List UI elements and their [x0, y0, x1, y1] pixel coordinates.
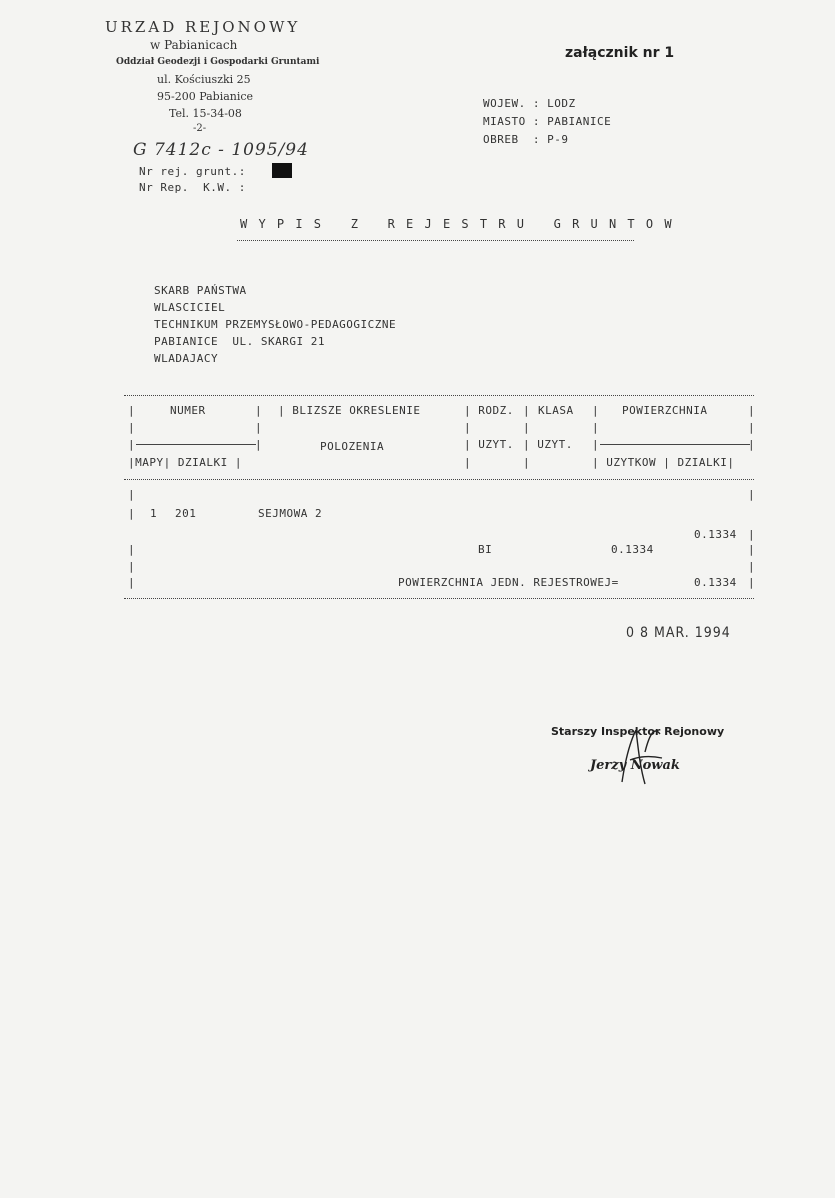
header-uzytkow-dzialki: | UZYTKOW | DZIALKI| [592, 456, 735, 469]
table-pipe: | [255, 438, 263, 451]
stamp-office-name: URZAD REJONOWY [105, 18, 301, 36]
table-pipe: | [255, 421, 263, 434]
redaction-box [272, 163, 292, 178]
header-uzyt-2: | UZYT. [523, 438, 573, 451]
table-pipe: | [748, 528, 756, 541]
header-rodz: | RODZ. [464, 404, 514, 417]
owner-line-2: WLASCICIEL [154, 301, 226, 314]
signatory-name: Jerzy Nowak [590, 758, 680, 773]
row-dzialka: 201 [175, 507, 197, 520]
powierzchnia-divider [600, 444, 750, 445]
table-pipe: | [748, 543, 756, 556]
table-pipe: | [464, 421, 472, 434]
header-polozenia: POLOZENIA [320, 440, 385, 453]
table-bottom-border [124, 598, 754, 599]
header-powierzchnia: POWIERZCHNIA [622, 404, 708, 417]
row-mapa: 1 [150, 507, 158, 520]
handwritten-reference: G 7412c - 1095/94 [133, 140, 309, 160]
total-label: POWIERZCHNIA JEDN. REJESTROWEJ= [398, 576, 619, 589]
table-pipe: | [592, 404, 600, 417]
table-header-border [124, 479, 754, 480]
table-pipe: | [464, 456, 472, 469]
stamp-number: -2- [193, 123, 207, 134]
table-pipe: | [592, 438, 600, 451]
table-pipe: | [592, 421, 600, 434]
stamp-postal: 95-200 Pabianice [157, 90, 254, 103]
date-stamp: 0 8 MAR. 1994 [626, 625, 731, 641]
owner-line-3: TECHNIKUM PRZEMYSŁOWO-PEDAGOGICZNE [154, 318, 397, 331]
row-klasa: BI [478, 543, 493, 556]
table-pipe: | [523, 421, 531, 434]
header-uzyt-1: | UZYT. [464, 438, 514, 451]
header-klasa: KLASA [538, 404, 574, 417]
miasto-line: MIASTO : PABIANICE [483, 115, 612, 128]
table-pipe: | [748, 421, 756, 434]
table-pipe: | [523, 404, 531, 417]
nr-rep-kw-label: Nr Rep. K.W. : [139, 181, 246, 194]
row-polozenie: SEJMOWA 2 [258, 507, 323, 520]
row-pow-dzialki: 0.1334 [694, 528, 737, 541]
signatory-title: Starszy Inspektor Rejonowy [551, 725, 725, 738]
stamp-city: w Pabianicach [150, 38, 238, 52]
stamp-street: ul. Kościuszki 25 [157, 73, 251, 86]
total-value: 0.1334 [694, 576, 737, 589]
table-pipe: | [748, 576, 756, 589]
stamp-phone: Tel. 15-34-08 [169, 107, 242, 120]
header-numer: NUMER [170, 404, 206, 417]
table-pipe: | [128, 507, 136, 520]
table-top-border [124, 395, 754, 396]
obreb-line: OBREB : P-9 [483, 133, 569, 146]
wojew-line: WOJEW. : LODZ [483, 97, 576, 110]
table-pipe: | [128, 404, 136, 417]
table-pipe: | [748, 438, 756, 451]
header-blizsze: | BLIZSZE OKRESLENIE [278, 404, 421, 417]
row-pow-uzytkow: 0.1334 [611, 543, 654, 556]
table-pipe: | [128, 421, 136, 434]
header-mapy-dzialki: |MAPY| DZIALKI | [128, 456, 242, 469]
table-pipe: | [748, 488, 756, 501]
owner-line-1: SKARB PAŃSTWA [154, 284, 247, 297]
numer-divider [136, 444, 256, 445]
attachment-label: załącznik nr 1 [565, 45, 675, 61]
table-pipe: | [523, 456, 531, 469]
table-pipe: | [128, 576, 136, 589]
table-pipe: | [748, 404, 756, 417]
table-pipe: | [128, 543, 136, 556]
owner-line-5: WLADAJACY [154, 352, 219, 365]
table-pipe: | [128, 438, 136, 451]
document-title: W Y P I S Z R E J E S T R U G R U N T O W [240, 217, 674, 231]
table-pipe: | [255, 404, 263, 417]
table-pipe: | [128, 560, 136, 573]
title-underline [237, 240, 634, 241]
owner-line-4: PABIANICE UL. SKARGI 21 [154, 335, 325, 348]
table-pipe: | [128, 488, 136, 501]
table-pipe: | [748, 560, 756, 573]
nr-rej-grunt-label: Nr rej. grunt.: [139, 165, 246, 178]
stamp-department: Oddział Geodezji i Gospodarki Gruntami [116, 57, 320, 67]
signature-scribble [600, 722, 680, 792]
